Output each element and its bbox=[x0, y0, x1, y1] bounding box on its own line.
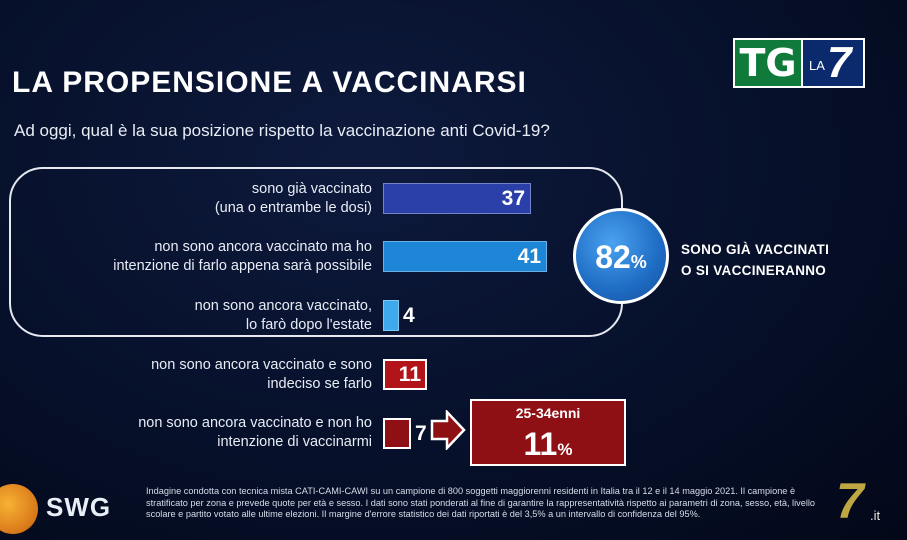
summary-text bbox=[681, 239, 829, 281]
row-label-intend bbox=[12, 238, 372, 276]
callout-percentage-value: 11 bbox=[523, 426, 558, 462]
row-label-line: intenzione di farlo appena sarà possibile bbox=[113, 258, 372, 274]
la7-logo-seven: 7 bbox=[827, 38, 852, 87]
row-label-not-intending bbox=[12, 414, 372, 452]
la7-logo-mark bbox=[803, 38, 865, 88]
page-title: LA PROPENSIONE A VACCINARSI bbox=[12, 66, 527, 99]
bar-value-label: 4 bbox=[403, 304, 415, 327]
row-label-line: non sono ancora vaccinato, bbox=[194, 298, 372, 314]
la7-logo-la: LA bbox=[809, 58, 825, 73]
bar-after-summer bbox=[383, 300, 399, 331]
row-label-after-summer bbox=[12, 297, 372, 335]
swg-logo-text: SWG bbox=[46, 492, 112, 522]
row-label-line: non sono ancora vaccinato e non ho bbox=[138, 415, 372, 431]
total-percentage bbox=[576, 239, 666, 276]
methodology-note: Indagine condotta con tecnica mista CATI-CAMI-CAWI su un campione di 800 soggetti maggiorenni residenti in Italia tra il 12 e il 14 maggio 2021. Il campione è stratificato per zona e prevede quote per età e sesso. I dati sono stati ponderati al fine di garantire la rappresentatività rispetto ai parametri di zona, sesso, età, livello scolare e partito votato alle ultime elezioni. Il margine d'errore statistico dei dati riportati è del 3,5% a un intervallo di confidenza del 95%. bbox=[146, 486, 816, 519]
la7-watermark-it: .it bbox=[870, 508, 881, 523]
row-label-line: lo farò dopo l'estate bbox=[245, 317, 372, 333]
la7-watermark bbox=[836, 473, 896, 529]
percent-sign: % bbox=[630, 252, 647, 272]
row-label-line: intenzione di vaccinarmi bbox=[217, 434, 372, 450]
row-label-line: indeciso se farlo bbox=[267, 376, 372, 392]
callout-age-group: 25-34enni bbox=[515, 405, 581, 421]
bar-value-label: 11 bbox=[398, 363, 421, 386]
la7-watermark-seven: 7 bbox=[836, 473, 864, 529]
row-label-undecided bbox=[12, 356, 372, 394]
bar-value-label: 41 bbox=[517, 245, 541, 268]
row-label-line: non sono ancora vaccinato e sono bbox=[151, 357, 372, 373]
summary-line: SONO GIÀ VACCINATI bbox=[681, 242, 830, 257]
arrow-right-icon bbox=[430, 410, 466, 450]
callout-percentage bbox=[472, 426, 624, 463]
row-label-line: non sono ancora vaccinato ma ho bbox=[154, 239, 372, 255]
total-percentage-value: 82 bbox=[595, 239, 631, 275]
percent-sign: % bbox=[557, 440, 573, 459]
tg-logo-mark: TG bbox=[733, 38, 803, 88]
tg-la7-logo bbox=[733, 38, 865, 88]
row-label-vaccinated bbox=[12, 180, 372, 218]
swg-logo-ball-icon bbox=[0, 484, 38, 534]
bar-value-label: 37 bbox=[501, 187, 525, 210]
bar-not-intending bbox=[383, 418, 411, 449]
age-group-callout bbox=[470, 399, 626, 466]
row-label-line: sono già vaccinato bbox=[251, 181, 372, 197]
survey-question: Ad oggi, qual è la sua posizione rispetto la vaccinazione anti Covid-19? bbox=[14, 121, 550, 140]
swg-logo bbox=[0, 478, 140, 540]
summary-line: O SI VACCINERANNO bbox=[681, 263, 827, 278]
bar-value-label: 7 bbox=[415, 422, 427, 445]
total-percentage-badge bbox=[573, 208, 669, 304]
row-label-line: (una o entrambe le dosi) bbox=[214, 200, 372, 216]
